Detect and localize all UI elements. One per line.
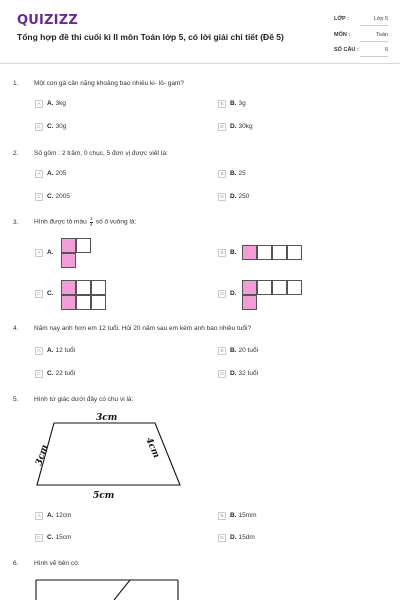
question-text [34, 217, 136, 227]
option-label: C. [47, 290, 54, 297]
question-text-after: số ô vuông là: [95, 218, 137, 226]
option-box: B [218, 512, 226, 520]
option-d[interactable] [218, 121, 253, 132]
option-label: B. [230, 170, 237, 177]
quizizz-logo: QUIZIZZ [17, 13, 78, 28]
option-box: B [218, 170, 226, 178]
figure-diagonal [114, 580, 130, 600]
option-text: 3kg [55, 100, 66, 107]
question-number: 5. [13, 396, 19, 403]
option-label: A. [47, 347, 54, 354]
meta-subject-value: Toán [376, 32, 388, 38]
option-label: D. [230, 290, 237, 297]
option-label: C. [47, 534, 54, 541]
grid-cell [76, 295, 91, 310]
option-b[interactable] [218, 168, 246, 179]
grid-cell [272, 245, 287, 260]
meta-underline [360, 41, 388, 42]
shaded-cell [242, 245, 257, 260]
option-text: 12 tuổi [55, 347, 76, 354]
question-text: Hình vẽ bên có: [34, 560, 80, 567]
question-6-figure [30, 574, 190, 600]
option-b[interactable] [218, 345, 258, 356]
option-label: A. [47, 100, 54, 107]
option-text: 20 tuổi [238, 347, 259, 354]
option-b[interactable] [218, 98, 246, 109]
grid-cell [257, 245, 272, 260]
question-number: 6. [13, 560, 19, 567]
shaded-cell [61, 280, 76, 295]
document-title: Tổng hợp đề thi cuối kì II môn Toán lớp 5, có lời giải chi tiết (Đề 5) [17, 32, 284, 42]
meta-count-value: 6 [384, 47, 388, 53]
option-c[interactable] [35, 368, 75, 379]
option-label: C. [47, 123, 54, 130]
option-text: 25 [238, 170, 246, 177]
option-label: D. [230, 123, 237, 130]
option-text: 15mm [238, 512, 257, 519]
option-label: C. [47, 193, 54, 200]
option-text: 205 [55, 170, 67, 177]
option-d[interactable] [218, 532, 255, 543]
option-text: 15dm [238, 534, 255, 541]
option-box: A [35, 249, 43, 257]
option-label: A. [47, 170, 54, 177]
option-text: 32 tuổi [238, 370, 259, 377]
meta-grade-value: Lớp 5 [373, 16, 388, 22]
trapezoid-figure [30, 408, 190, 503]
option-text: 250 [238, 193, 250, 200]
option-box: C [35, 290, 43, 298]
side-label-right: 4cm [143, 436, 162, 460]
option-b[interactable] [218, 510, 257, 521]
meta-count-key: SỐ CÂU : [334, 47, 359, 53]
question-text-before: Hình được tô màu [34, 218, 87, 226]
meta-count [334, 47, 388, 53]
meta-subject [334, 32, 388, 38]
option-text: 2005 [55, 193, 70, 200]
option-label: B. [230, 249, 237, 256]
side-label-left: 3cm [34, 443, 51, 467]
question-text: Năm nay anh hơn em 12 tuổi. Hỏi 20 năm sau em kém anh bao nhiêu tuổi? [34, 325, 252, 332]
option-box: D [218, 370, 226, 378]
option-box: D [218, 290, 226, 298]
option-label: A. [47, 249, 54, 256]
option-label: B. [230, 347, 237, 354]
meta-underline [360, 25, 388, 26]
option-box: A [35, 347, 43, 355]
grid-cell [272, 280, 287, 295]
option-box: C [35, 193, 43, 201]
grid-cell [76, 238, 91, 253]
option-a[interactable] [35, 247, 56, 258]
option-box: A [35, 512, 43, 520]
option-a[interactable] [35, 510, 71, 521]
option-b[interactable] [218, 247, 239, 258]
option-text: 30kg [238, 123, 253, 130]
grid-cell [76, 280, 91, 295]
meta-grade [334, 16, 388, 22]
option-text: 22 tuổi [55, 370, 76, 377]
option-d[interactable] [218, 191, 249, 202]
option-box: A [35, 100, 43, 108]
option-label: C. [47, 370, 54, 377]
option-c[interactable] [35, 532, 71, 543]
option-box: B [218, 100, 226, 108]
meta-subject-key: MÔN : [334, 32, 351, 38]
header-divider [0, 63, 400, 64]
option-text: 15cm [55, 534, 72, 541]
option-box: A [35, 170, 43, 178]
option-text: 30g [55, 123, 67, 130]
option-box: C [35, 123, 43, 131]
option-label: D. [230, 193, 237, 200]
option-a[interactable] [35, 345, 75, 356]
question-number: 4. [13, 325, 19, 332]
shaded-cell [61, 295, 76, 310]
option-text: 12cm [55, 512, 72, 519]
grid-cell [287, 280, 302, 295]
grid-cell [91, 280, 106, 295]
option-label: D. [230, 534, 237, 541]
shaded-cell [242, 295, 257, 310]
grid-cell [91, 295, 106, 310]
option-box: B [218, 347, 226, 355]
option-label: B. [230, 100, 237, 107]
side-label-top: 3cm [96, 413, 118, 423]
option-box: B [218, 249, 226, 257]
side-label-bottom: 5cm [93, 491, 115, 501]
option-text: 3g [238, 100, 246, 107]
option-label: B. [230, 512, 237, 519]
meta-underline [360, 56, 388, 57]
option-d[interactable] [218, 368, 258, 379]
option-c[interactable] [35, 288, 56, 299]
option-a[interactable] [35, 168, 66, 179]
option-box: D [218, 534, 226, 542]
fraction-denominator: 4 [90, 221, 93, 227]
shaded-cell [61, 253, 76, 268]
fraction [90, 217, 94, 227]
option-box: C [35, 534, 43, 542]
option-label: D. [230, 370, 237, 377]
option-label: A. [47, 512, 54, 519]
grid-cell [257, 280, 272, 295]
fraction-numerator: 1 [90, 216, 93, 221]
meta-grade-key: LỚP : [334, 16, 349, 22]
option-box: D [218, 193, 226, 201]
grid-cell [287, 245, 302, 260]
question-text: Số gồm : 2 trăm, 0 chục, 5 đơn vị được viết là: [34, 150, 168, 157]
option-box: D [218, 123, 226, 131]
shaded-cell [61, 238, 76, 253]
question-text: Hình tứ giác dưới đây có chu vi là: [34, 396, 134, 403]
question-text: Một con gà cân nặng khoảng bao nhiêu ki- lô- gam? [34, 80, 184, 87]
shaded-cell [242, 280, 257, 295]
option-c[interactable] [35, 121, 66, 132]
option-d[interactable] [218, 288, 239, 299]
option-c[interactable] [35, 191, 70, 202]
option-a[interactable] [35, 98, 66, 109]
question-number: 2. [13, 150, 19, 157]
option-box: C [35, 370, 43, 378]
question-number: 1. [13, 80, 19, 87]
question-number: 3. [13, 219, 19, 226]
